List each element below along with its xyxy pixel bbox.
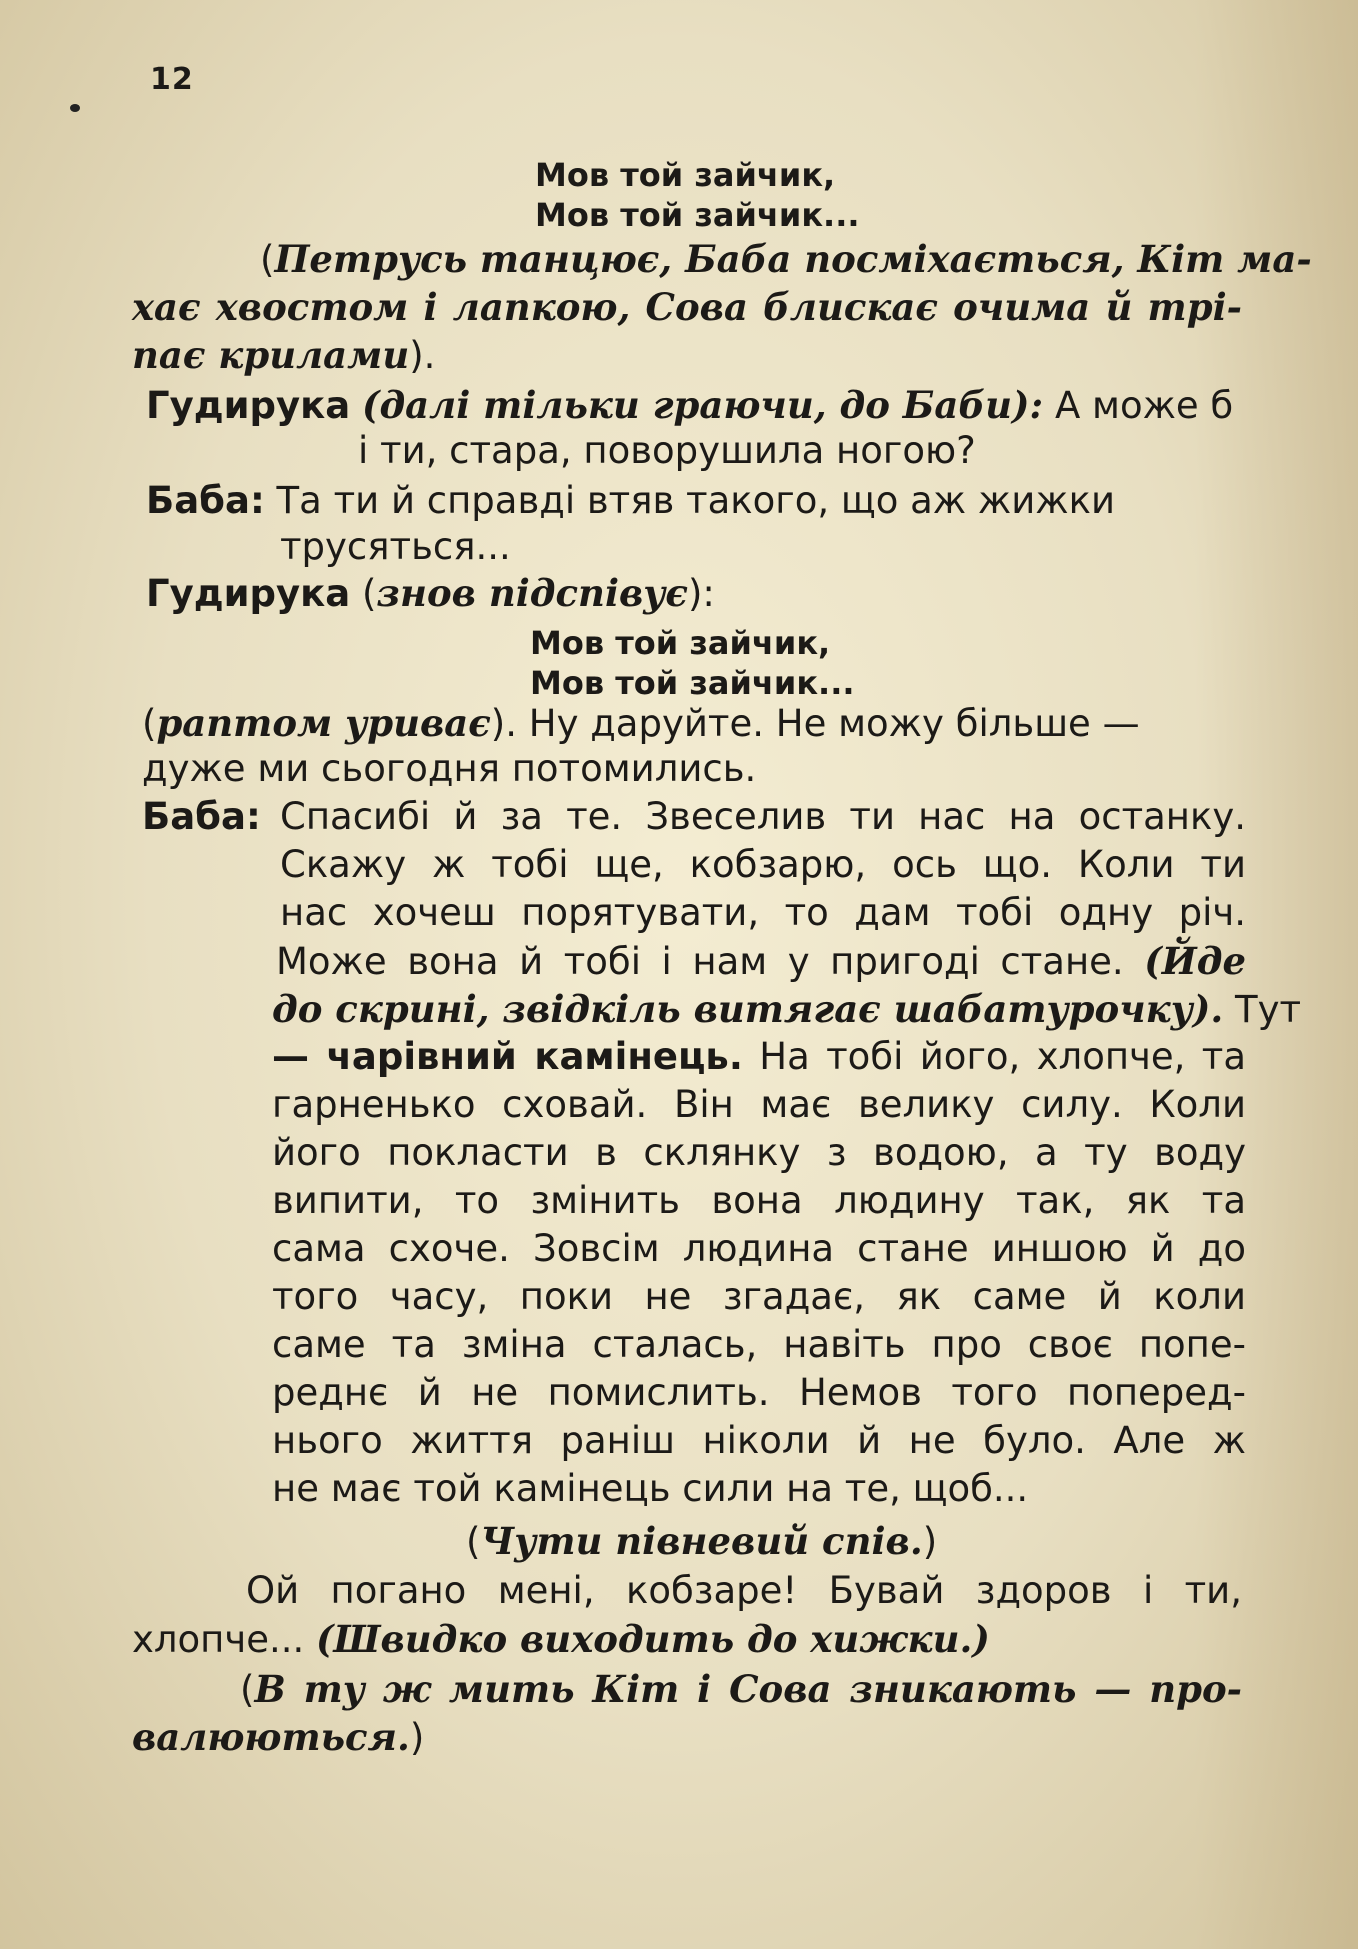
speech-line: Гудирука (знов підспівує): [146,571,715,615]
song-line: Мов той зайчик, [535,156,836,194]
stage-direction-line: валюються.) [132,1715,425,1759]
speech-line: Спасибі й за те. Звеселив ти нас на останку. [280,795,1246,838]
speech-line: хлопче... (Швидко виходить до хижки.) [132,1617,990,1661]
speech-line: нас хочеш порятувати, то дам тобі одну річ. [280,891,1246,934]
song-line: Мов той зайчик, [530,624,831,662]
speech-line: нього життя раніш ніколи й не було. Але ж [272,1419,1246,1462]
speech-line: того часу, поки не згадає, як саме й коли [272,1275,1246,1318]
speech-line: Гудирука (далі тільки граючи, до Баби): А може б [146,383,1234,427]
song-line: Мов той зайчик... [535,196,860,234]
stage-direction-line: (В ту ж мить Кіт і Сова зникають — про- [240,1667,1242,1711]
stage-direction-line: (Чути півневий спів.) [466,1519,938,1563]
speech-line: реднє й не помислить. Немов того поперед- [272,1371,1246,1414]
speech-line: — чарівний камінець. На тобі його, хлопче, та [272,1035,1246,1078]
speaker-name: Баба: [146,479,265,522]
speaker-name: Гудирука [146,384,351,427]
speech-line: дуже ми сьогодня потомились. [142,747,757,790]
speech-line: не має той камінець сили на те, щоб... [272,1467,1029,1510]
speech-line: його покласти в склянку з водою, а ту воду [272,1131,1246,1174]
speech-line: до скрині, звідкіль витягає шабатурочку). Тут [272,987,1302,1031]
stage-direction-line: (Петрусь танцює, Баба посміхається, Кіт ма- [260,237,1312,281]
speech-line: (раптом уриває). Ну даруйте. Не можу більше — [142,701,1140,745]
page-number: 12 [150,62,194,97]
speech-line: сама схоче. Зовсім людина стане иншою й до [272,1227,1246,1270]
speech-line: і ти, стара, поворушила ногою? [358,429,976,472]
speaker-name: Баба: [142,795,261,838]
song-line: Мов той зайчик... [530,664,855,702]
speaker-name: Гудирука [146,572,351,615]
speech-line: Ой погано мені, кобзаре! Бувай здоров і ти, [246,1569,1242,1612]
stage-direction-line: пає крилами). [132,333,436,377]
ink-spot [70,104,80,112]
speech-line: трусяться... [280,525,511,568]
speech-line: Може вона й тобі і нам у пригоді стане. (Йде [276,939,1246,983]
speech-line: Баба: Та ти й справді втяв такого, що аж жижки [146,479,1115,522]
stage-direction-line: хає хвостом і лапкою, Сова блискає очима й трі- [132,285,1242,329]
speech-line: саме та зміна сталась, навіть про своє попе- [272,1323,1246,1366]
speech-line: гарненько сховай. Він має велику силу. Коли [272,1083,1246,1126]
speech-line: Скажу ж тобі ще, кобзарю, ось що. Коли ти [280,843,1246,886]
speech-line: випити, то змінить вона людину так, як та [272,1179,1246,1222]
